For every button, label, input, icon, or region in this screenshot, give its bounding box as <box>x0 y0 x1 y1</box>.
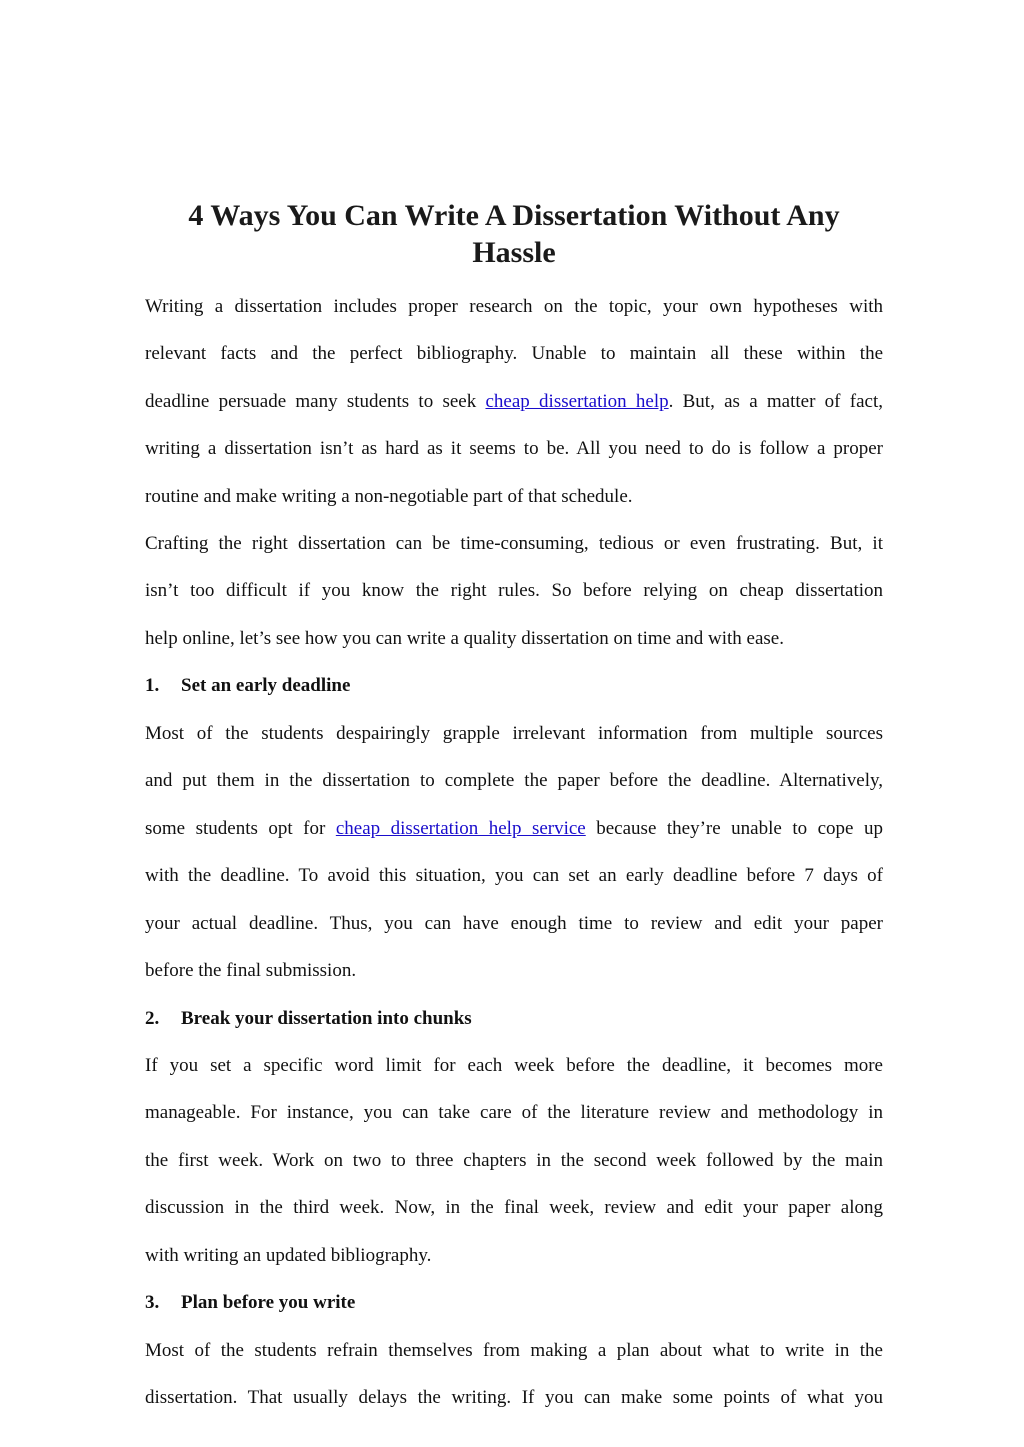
section-heading-2-text: Break your dissertation into chunks <box>181 1008 472 1029</box>
paragraph-1-line-1: Writing a dissertation includes proper research on the topic, your own hypotheses with <box>145 296 883 317</box>
paragraph-5-line-1: Most of the students refrain themselves from making a plan about what to write in the <box>145 1340 883 1361</box>
paragraph-5-line-2: dissertation. That usually delays the writing. If you can make some points of what you <box>145 1387 883 1408</box>
paragraph-1-line-5: routine and make writing a non-negotiable part of that schedule. <box>145 486 633 507</box>
paragraph-4-line-3: the first week. Work on two to three chapters in the second week followed by the main <box>145 1150 883 1171</box>
section-heading-1-text: Set an early deadline <box>181 675 351 696</box>
section-heading-3-text: Plan before you write <box>181 1292 356 1313</box>
paragraph-2-line-2: isn’t too difficult if you know the right rules. So before relying on cheap dissertation <box>145 580 883 601</box>
paragraph-3-line-6: before the final submission. <box>145 960 357 981</box>
paragraph-3-line-5: your actual deadline. Thus, you can have enough time to review and edit your paper <box>145 913 883 934</box>
paragraph-2-line-3: help online, let’s see how you can write a quality dissertation on time and with ease. <box>145 628 784 649</box>
section-heading-2 <box>145 1006 883 1032</box>
section-heading-1 <box>145 673 883 699</box>
section-heading-3 <box>145 1290 883 1316</box>
cheap-dissertation-help-link[interactable]: cheap dissertation help <box>485 391 669 412</box>
paragraph-3-line-3-text-before: some students opt for <box>145 818 336 839</box>
paragraph-4-line-2: manageable. For instance, you can take care of the literature review and methodology in <box>145 1102 883 1123</box>
paragraph-4-line-5: with writing an updated bibliography. <box>145 1245 432 1266</box>
paragraph-1-line-3-text-after: . But, as a matter of fact, <box>668 391 883 412</box>
paragraph-4-line-1: If you set a specific word limit for each week before the deadline, it becomes more <box>145 1055 883 1076</box>
paragraph-3-line-3 <box>145 816 883 842</box>
document-title <box>144 197 884 271</box>
title-line-2: Hassle <box>472 236 556 269</box>
paragraph-3-line-2: and put them in the dissertation to complete the paper before the deadline. Alternatively, <box>145 770 883 791</box>
paragraph-3-line-1: Most of the students despairingly grapple irrelevant information from multiple sources <box>145 723 883 744</box>
paragraph-3-line-3-text-after: because they’re unable to cope up <box>585 818 883 839</box>
paragraph-1-line-2: relevant facts and the perfect bibliography. Unable to maintain all these within the <box>145 343 883 364</box>
cheap-dissertation-help-service-link[interactable]: cheap dissertation help service <box>335 818 586 839</box>
paragraph-2-line-1: Crafting the right dissertation can be time-consuming, tedious or even frustrating. But, it <box>145 533 883 554</box>
paragraph-3-line-4: with the deadline. To avoid this situation, you can set an early deadline before 7 days of <box>145 865 883 886</box>
section-heading-1-number: 1. <box>145 675 160 696</box>
paragraph-1-line-3-text-before: deadline persuade many students to seek <box>145 391 486 412</box>
paragraph-1-line-4: writing a dissertation isn’t as hard as it seems to be. All you need to do is follow a proper <box>145 438 883 459</box>
section-heading-2-number: 2. <box>145 1008 160 1029</box>
section-heading-3-number: 3. <box>145 1292 160 1313</box>
title-line-1: 4 Ways You Can Write A Dissertation Without Any <box>188 199 840 232</box>
paragraph-1-line-3 <box>145 389 883 415</box>
paragraph-4-line-4: discussion in the third week. Now, in the final week, review and edit your paper along <box>145 1197 883 1218</box>
